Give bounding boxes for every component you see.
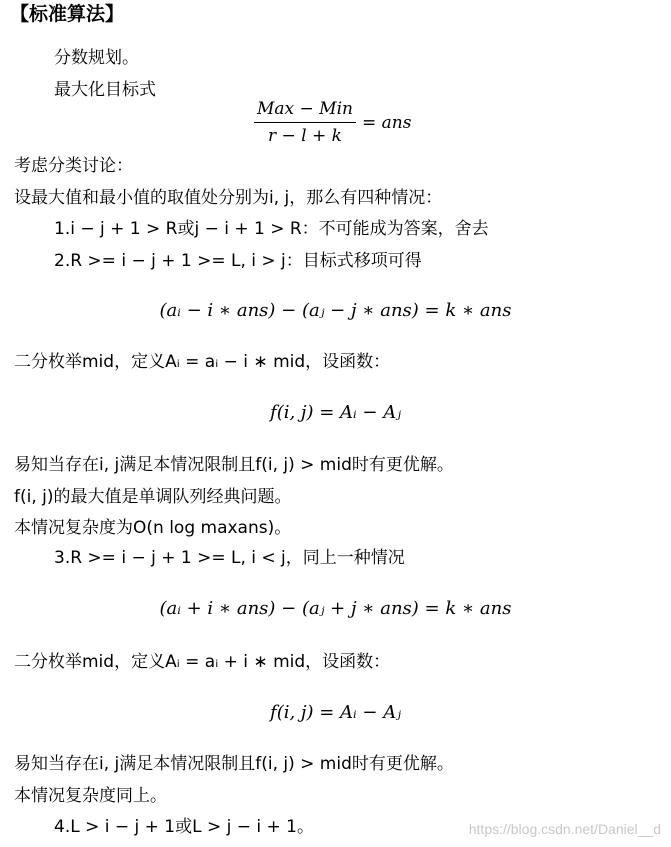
fraction-denominator: r − l + k bbox=[268, 126, 342, 146]
conclusion-case-2-a: 易知当存在i, j满足本情况限制且f(i, j) > mid时有更优解。 bbox=[14, 455, 454, 475]
objective-fraction bbox=[254, 98, 411, 147]
conclusion-case-3-b: 本情况复杂度同上。 bbox=[14, 786, 167, 806]
conclusion-case-3-a: 易知当存在i, j满足本情况限制且f(i, j) > mid时有更优解。 bbox=[14, 754, 454, 774]
fraction bbox=[254, 98, 356, 147]
intro-objective: 最大化目标式 bbox=[54, 80, 156, 100]
equation-case-2: (aᵢ − i ∗ ans) − (aⱼ − j ∗ ans) = k ∗ ans bbox=[159, 300, 512, 321]
case-2: 2.R >= i − j + 1 >= L, i > j：目标式移项可得 bbox=[54, 251, 422, 271]
section-heading: 【标准算法】 bbox=[10, 3, 125, 25]
equation-case-3: (aᵢ + i ∗ ans) − (aⱼ + j ∗ ans) = k ∗ ans bbox=[159, 598, 512, 619]
binary-search-case-3: 二分枚举mid，定义Aᵢ = aᵢ + i ∗ mid，设函数： bbox=[14, 652, 391, 672]
conclusion-case-2-b: f(i, j)的最大值是单调队列经典问题。 bbox=[14, 487, 292, 507]
watermark: https://blog.csdn.net/Daniel__d bbox=[468, 821, 661, 837]
case-3: 3.R >= i − j + 1 >= L, i < j，同上一种情况 bbox=[54, 548, 405, 568]
case-4: 4.L > i − j + 1或L > j − i + 1。 bbox=[54, 817, 314, 837]
binary-search-case-2: 二分枚举mid，定义Aᵢ = aᵢ − i ∗ mid，设函数： bbox=[14, 352, 391, 372]
conclusion-case-2-c: 本情况复杂度为O(n log maxans)。 bbox=[14, 518, 292, 538]
intro-method: 分数规划。 bbox=[54, 48, 139, 68]
fraction-rhs: = ans bbox=[361, 112, 412, 133]
function-case-3: f(i, j) = Aᵢ − Aⱼ bbox=[270, 702, 401, 723]
function-case-2: f(i, j) = Aᵢ − Aⱼ bbox=[270, 402, 401, 423]
case-1: 1.i − j + 1 > R或j − i + 1 > R：不可能成为答案，舍去 bbox=[54, 219, 489, 239]
discussion-line: 考虑分类讨论： bbox=[14, 156, 133, 176]
setup-line: 设最大值和最小值的取值处分别为i, j，那么有四种情况： bbox=[14, 188, 443, 208]
fraction-numerator: Max − Min bbox=[254, 98, 356, 123]
